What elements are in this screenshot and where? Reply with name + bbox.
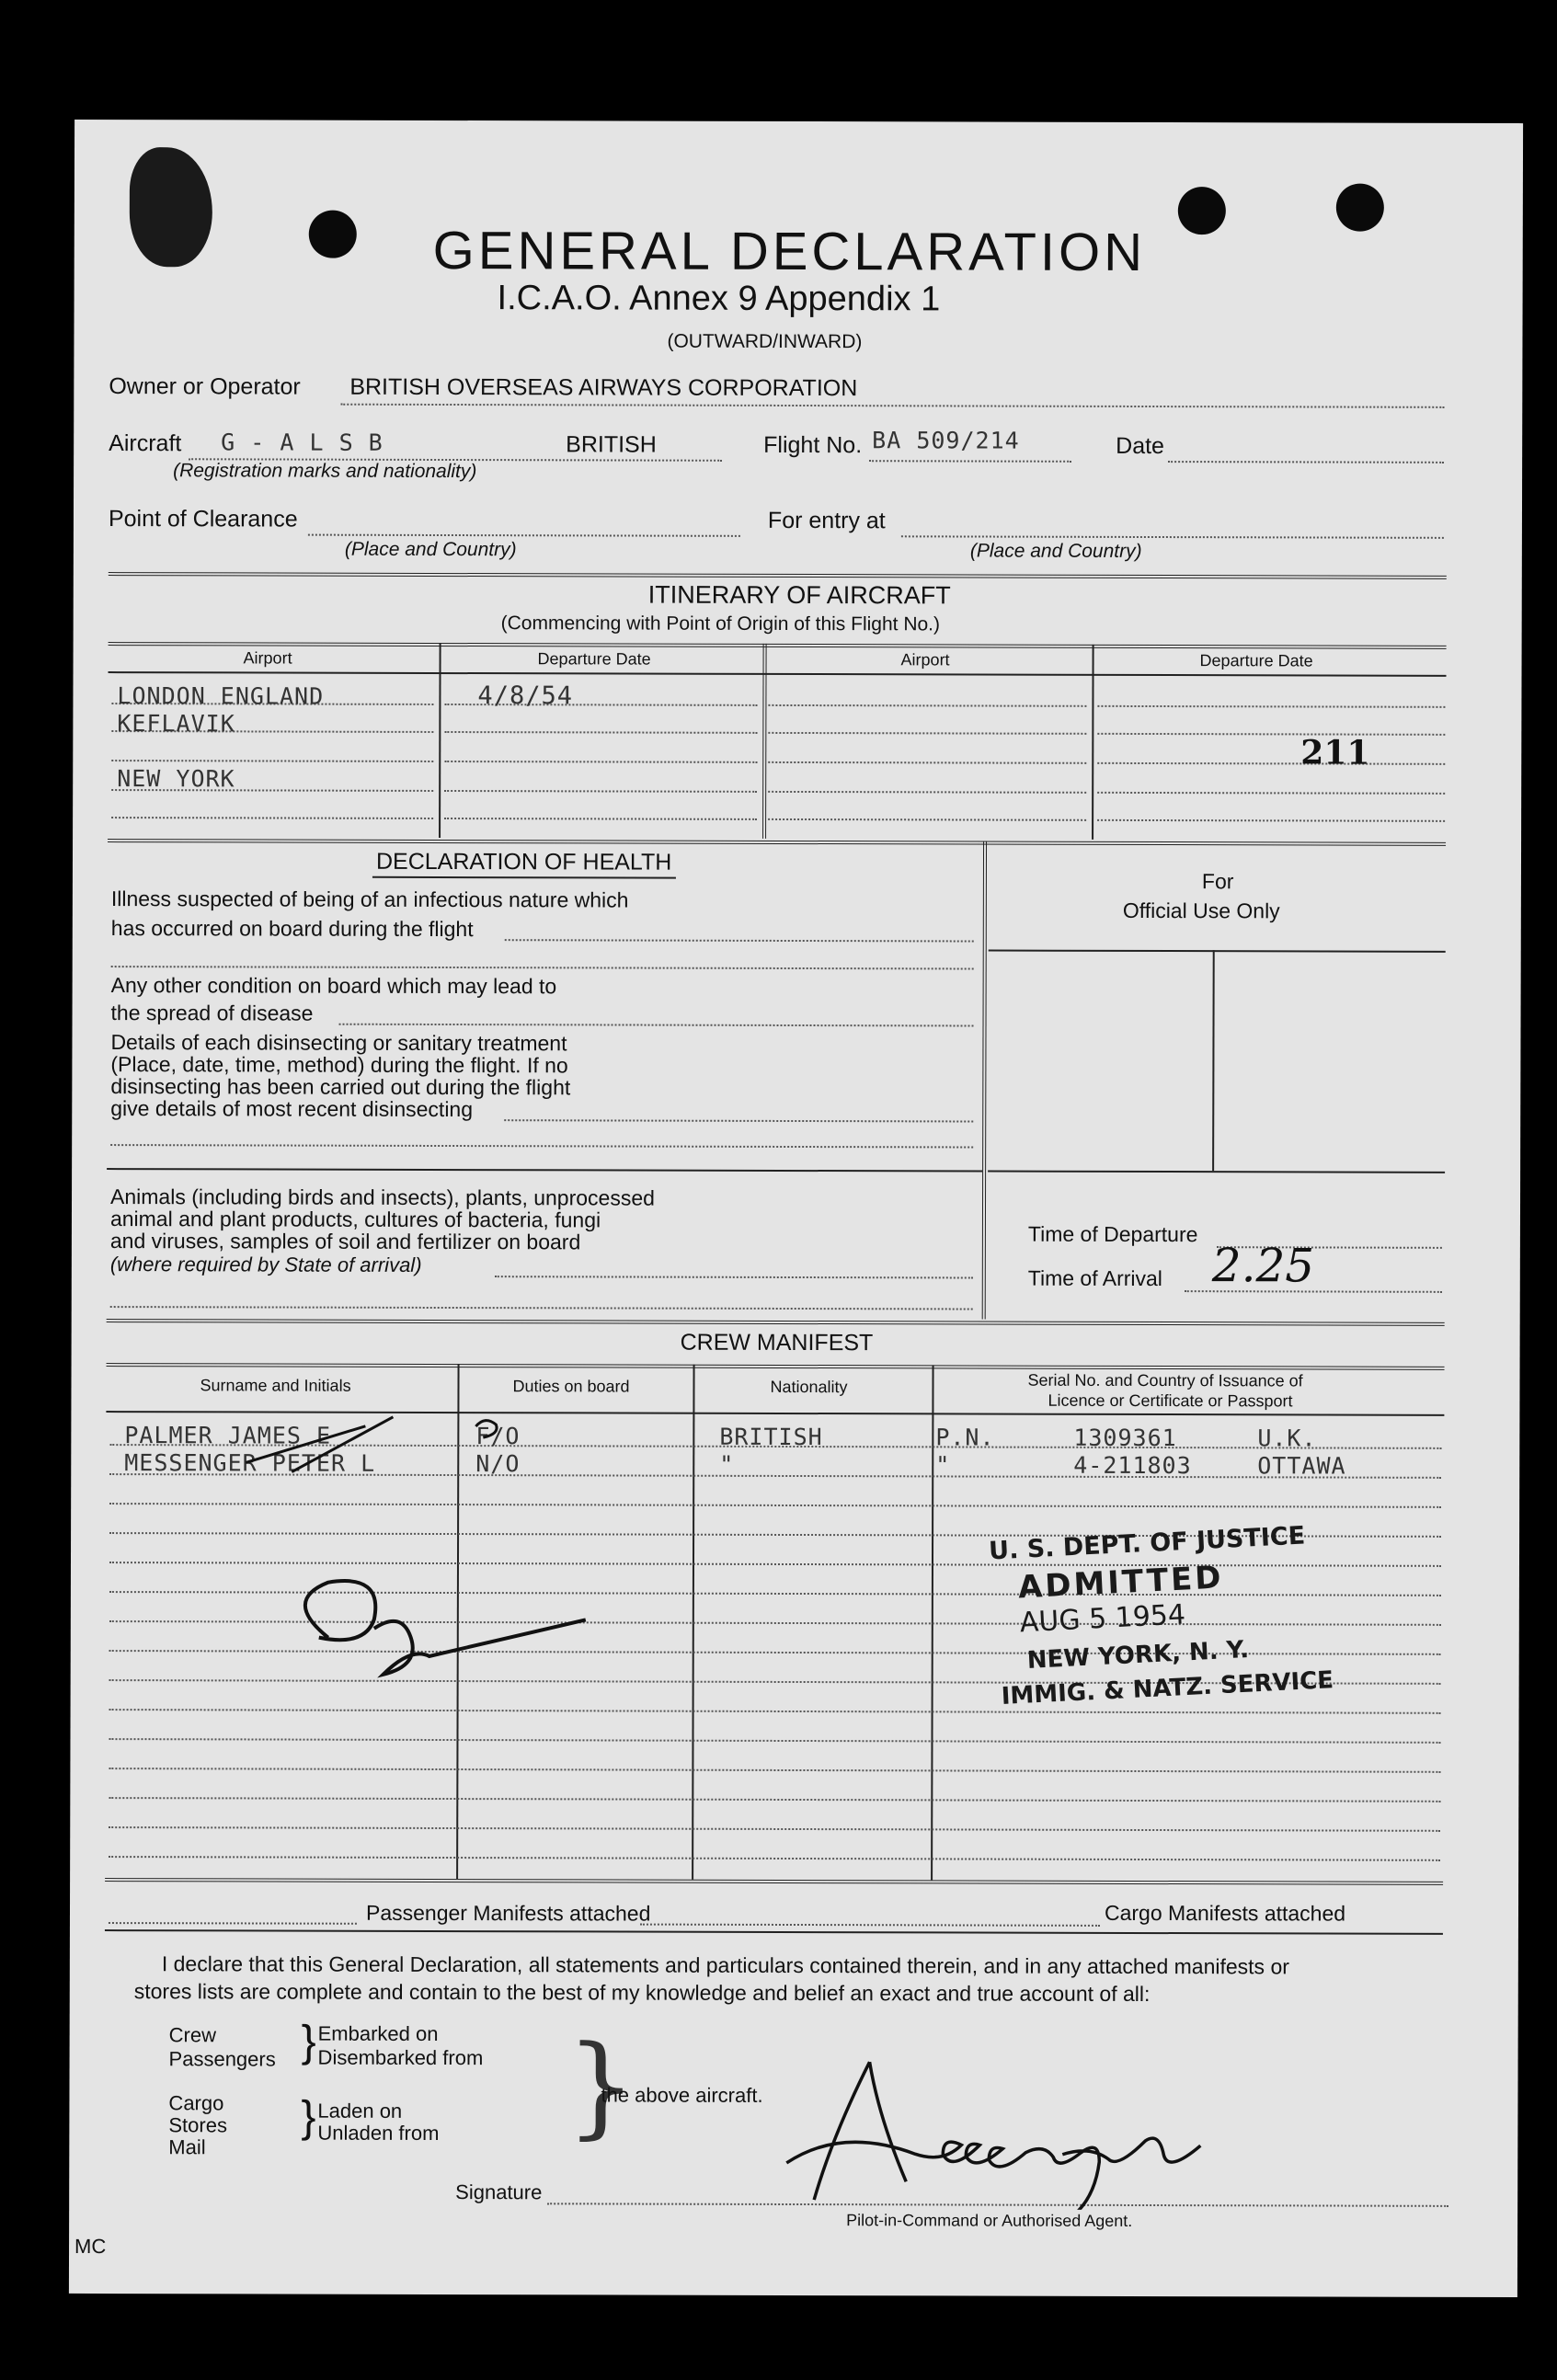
itinerary-title: ITINERARY OF AIRCRAFT — [647, 580, 951, 610]
health-illness-1: Illness suspected of being of an infectious nature which — [110, 887, 629, 912]
crew-duty: N/O — [475, 1450, 521, 1478]
crew-doc: P.N. — [935, 1424, 995, 1451]
crew-col-nationality: Nationality — [770, 1377, 848, 1397]
itin-col-airport-1: Airport — [243, 648, 292, 668]
official-use: Official Use Only — [1122, 898, 1280, 923]
decl-brace-2: } — [301, 2092, 316, 2142]
owner-label: Owner or Operator — [109, 373, 301, 400]
point-of-clearance-label: Point of Clearance — [108, 506, 298, 532]
crew-name: MESSENGER PETER L — [124, 1449, 376, 1477]
stamp-date: AUG 5 1954 — [1019, 1598, 1186, 1640]
crew-nationality: BRITISH — [719, 1423, 823, 1451]
itin-col-date-1: Departure Date — [537, 649, 651, 669]
crew-nationality: " — [719, 1450, 735, 1478]
pilot-signature — [731, 2053, 1246, 2210]
itinerary-airport-3: NEW YORK — [117, 765, 235, 793]
decl-crew: Crew — [168, 2023, 217, 2047]
health-title: DECLARATION OF HEALTH — [375, 848, 672, 875]
aircraft-label: Aircraft — [109, 430, 182, 457]
form-subtitle: I.C.A.O. Annex 9 Appendix 1 — [497, 279, 941, 319]
stamp-service: IMMIG. & NATZ. SERVICE — [1001, 1666, 1334, 1711]
itin-col-airport-2: Airport — [900, 650, 950, 669]
decl-laden: Laden on — [317, 2099, 403, 2123]
crew-title: CREW MANIFEST — [680, 1329, 874, 1356]
point-note: (Place and Country) — [344, 538, 517, 561]
punch-hole — [309, 211, 357, 258]
itinerary-date-1: 4/8/54 — [477, 681, 574, 711]
crew-name: PALMER JAMES E — [124, 1422, 332, 1449]
crew-serial: 1309361 — [1073, 1424, 1177, 1452]
itinerary-mark: 211 — [1300, 733, 1370, 772]
decl-passengers: Passengers — [168, 2047, 276, 2071]
aircraft-registration: G - A L S B — [221, 429, 384, 456]
declaration-text-2: stores lists are complete and contain to the best of my knowledge and belief an exact and true account of all: — [133, 1979, 1151, 2007]
crew-country: U.K. — [1257, 1425, 1317, 1452]
decl-cargo: Cargo — [168, 2091, 224, 2115]
decl-above-aircraft: the above aircraft. — [601, 2083, 763, 2107]
signature-label: Signature — [455, 2180, 543, 2204]
decl-disembarked: Disembarked from — [317, 2045, 484, 2070]
itinerary-airport-2: KEFLAVIK — [117, 710, 235, 738]
itinerary-airport-1: LONDON ENGLAND — [117, 682, 325, 710]
health-animals-3: and viruses, samples of soil and fertilizer on board — [109, 1229, 581, 1254]
health-disinfect-4: give details of most recent disinsecting — [110, 1096, 474, 1122]
health-illness-2: has occurred on board during the flight — [110, 916, 474, 942]
decl-stores: Stores — [168, 2113, 228, 2137]
crew-col-serial-1: Serial No. and Country of Issuance of — [1027, 1370, 1303, 1390]
decl-brace-1: } — [301, 2017, 316, 2066]
aircraft-nationality: BRITISH — [566, 431, 657, 458]
cargo-manifests: Cargo Manifests attached — [1104, 1900, 1346, 1926]
decl-embarked: Embarked on — [317, 2021, 439, 2045]
decl-unladen: Unladen from — [317, 2121, 440, 2145]
flight-value: BA 509/214 — [872, 427, 1020, 454]
entry-note: (Place and Country) — [969, 540, 1142, 562]
handwritten-initials — [236, 1407, 642, 1721]
health-disinfect-1: Details of each disinsecting or sanitary treatment — [110, 1030, 567, 1056]
health-other-1: Any other condition on board which may lead to — [110, 973, 557, 999]
passenger-manifests: Passenger Manifests attached — [365, 1900, 651, 1926]
date-label: Date — [1116, 432, 1165, 460]
crew-doc: " — [935, 1451, 951, 1479]
corner-mark: MC — [74, 2234, 107, 2259]
form-title: GENERAL DECLARATION — [432, 220, 1147, 282]
health-other-2: the spread of disease — [110, 1001, 314, 1025]
punch-hole — [1178, 187, 1226, 235]
owner-value: BRITISH OVERSEAS AIRWAYS CORPORATION — [349, 373, 858, 402]
torn-corner — [130, 147, 212, 267]
stamp-admitted: ADMITTED — [1017, 1559, 1225, 1607]
crew-duty: F/O — [475, 1423, 521, 1450]
health-animals-4: (where required by State of arrival) — [109, 1253, 422, 1276]
health-animals-2: animal and plant products, cultures of bacteria, fungi — [109, 1207, 601, 1232]
decl-big-brace: } — [566, 2022, 637, 2151]
decl-mail: Mail — [168, 2135, 206, 2159]
health-disinfect-3: disinsecting has been carried out during the flight — [110, 1074, 571, 1100]
flight-label: Flight No. — [763, 431, 863, 459]
crew-col-serial-2: Licence or Certificate or Passport — [1048, 1390, 1293, 1411]
registration-note: (Registration marks and nationality) — [173, 460, 477, 483]
crew-col-duties: Duties on board — [512, 1377, 630, 1396]
form-direction: (OUTWARD/INWARD) — [667, 330, 863, 353]
stamp-city: NEW YORK, N. Y. — [1026, 1635, 1250, 1675]
health-disinfect-2: (Place, date, time, method) during the flight. If no — [110, 1052, 568, 1078]
declaration-text-1: I declare that this General Declaration, all statements and particulars contained therein, and in any attached manifests or — [161, 1951, 1289, 1979]
crew-col-surname: Surname and Initials — [200, 1376, 351, 1395]
stamp-dept: U. S. DEPT. OF JUSTICE — [988, 1521, 1306, 1566]
declaration-form — [69, 120, 1523, 2297]
entry-label: For entry at — [767, 507, 886, 534]
health-animals-1: Animals (including birds and insects), plants, unprocessed — [109, 1184, 655, 1210]
time-of-arrival-value: 2.25 — [1211, 1239, 1315, 1293]
time-of-arrival-label: Time of Arrival — [1027, 1265, 1162, 1291]
time-of-departure-label: Time of Departure — [1027, 1221, 1198, 1247]
itinerary-subtitle: (Commencing with Point of Origin of this Flight No.) — [500, 612, 941, 635]
crew-country: OTTAWA — [1257, 1452, 1346, 1480]
official-for: For — [1201, 869, 1234, 894]
itin-col-date-2: Departure Date — [1199, 651, 1313, 670]
crew-serial: 4-211803 — [1073, 1451, 1192, 1480]
punch-hole — [1336, 184, 1384, 232]
pilot-label: Pilot-in-Command or Authorised Agent. — [846, 2211, 1133, 2230]
